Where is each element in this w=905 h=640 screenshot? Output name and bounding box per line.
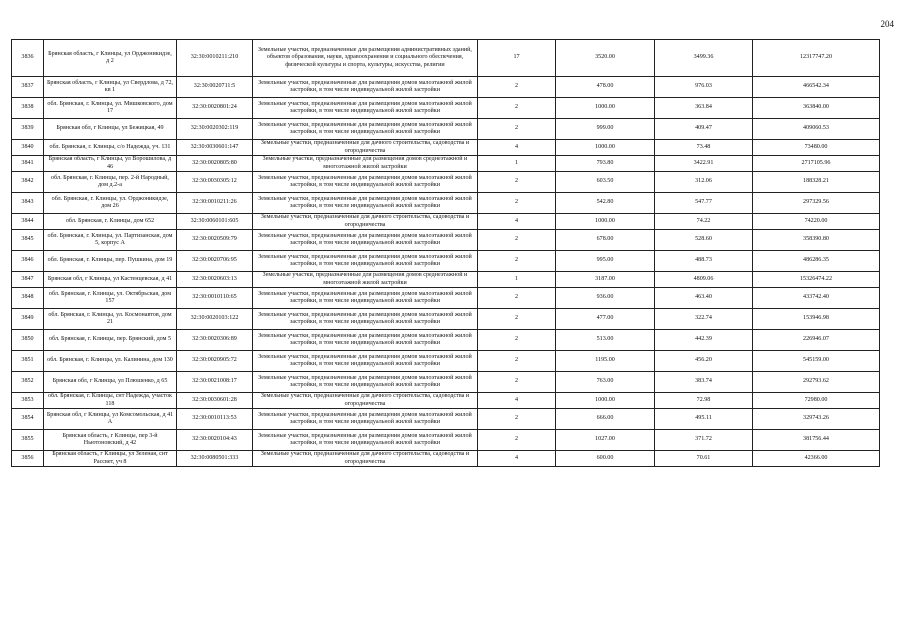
specific-value-cell: 547.77 <box>655 193 753 214</box>
cadastral-number-cell: 32:30:0020603:13 <box>177 272 253 288</box>
cadastral-number-cell: 32:30:0020801:24 <box>177 98 253 119</box>
land-use-cell: Земельные участки, предназначенные для дачного строительства, садоводства и огородничества <box>253 451 478 467</box>
table-body <box>12 40 880 467</box>
address-cell: обл. Брянская, г. Клинцы, снт Надежда, участок 118 <box>44 393 177 409</box>
group-cell: 2 <box>478 372 556 393</box>
land-use-cell: Земельные участки, предназначенные для размещения домов малоэтажной жилой застройки, в том числе индивидуальной жилой застройки <box>253 230 478 251</box>
address-cell: обл. Брянская, г. Клинцы, ул. Калинина, дом 130 <box>44 351 177 372</box>
specific-value-cell: 312.06 <box>655 172 753 193</box>
row-number-cell: 3839 <box>12 119 44 140</box>
land-use-cell: Земельные участки, предназначенные для размещения домов малоэтажной жилой застройки, в том числе индивидуальной жилой застройки <box>253 172 478 193</box>
area-cell: 1000.00 <box>556 393 655 409</box>
group-cell: 2 <box>478 351 556 372</box>
table-row <box>12 214 880 230</box>
area-cell: 995.00 <box>556 251 655 272</box>
table-row <box>12 119 880 140</box>
area-cell: 1027.00 <box>556 430 655 451</box>
row-number-cell: 3846 <box>12 251 44 272</box>
specific-value-cell: 72.98 <box>655 393 753 409</box>
table-row <box>12 288 880 309</box>
area-cell: 1000.00 <box>556 140 655 156</box>
address-cell: обл. Брянская, г. Клинцы, дом 652 <box>44 214 177 230</box>
cadastral-number-cell: 32:30:0010113:53 <box>177 409 253 430</box>
table-row <box>12 98 880 119</box>
specific-value-cell: 70.61 <box>655 451 753 467</box>
row-number-cell: 3856 <box>12 451 44 467</box>
table-row <box>12 451 880 467</box>
cadastral-value-cell: 74220.00 <box>753 214 880 230</box>
area-cell: 793.80 <box>556 156 655 172</box>
land-use-cell: Земельные участки, предназначенные для размещения домов малоэтажной жилой застройки, в том числе индивидуальной жилой застройки <box>253 98 478 119</box>
address-cell: Брянская обл, г Клинцы, ул Бежицкая, 49 <box>44 119 177 140</box>
area-cell: 678.00 <box>556 230 655 251</box>
specific-value-cell: 383.74 <box>655 372 753 393</box>
land-use-cell: Земельные участки, предназначенные для размещения административных зданий, объектов образования, науки, здравоохранения и социального обеспечения, физической культуры и спорта, культуры, искусства, религии <box>253 40 478 77</box>
specific-value-cell: 528.60 <box>655 230 753 251</box>
table-row <box>12 140 880 156</box>
table-row <box>12 393 880 409</box>
land-use-cell: Земельные участки, предназначенные для размещения домов малоэтажной жилой застройки, в том числе индивидуальной жилой застройки <box>253 251 478 272</box>
address-cell: обл. Брянская, г. Клинцы, пер. Брянский, дом 5 <box>44 330 177 351</box>
row-number-cell: 3841 <box>12 156 44 172</box>
specific-value-cell: 976.03 <box>655 77 753 98</box>
group-cell: 2 <box>478 172 556 193</box>
specific-value-cell: 495.11 <box>655 409 753 430</box>
land-use-cell: Земельные участки, предназначенные для размещения домов малоэтажной жилой застройки, в том числе индивидуальной жилой застройки <box>253 119 478 140</box>
specific-value-cell: 4809.06 <box>655 272 753 288</box>
table-row <box>12 409 880 430</box>
table-row <box>12 251 880 272</box>
cadastral-value-cell: 409060.53 <box>753 119 880 140</box>
address-cell: обл. Брянская, г. Клинцы, ул. Октябрьская, дом 157 <box>44 288 177 309</box>
specific-value-cell: 409.47 <box>655 119 753 140</box>
row-number-cell: 3855 <box>12 430 44 451</box>
group-cell: 2 <box>478 409 556 430</box>
address-cell: Брянская обл, г Клинцы, ул Комсомольская, д 41 А <box>44 409 177 430</box>
table-row <box>12 309 880 330</box>
area-cell: 513.00 <box>556 330 655 351</box>
cadastral-number-cell: 32:30:0020302:119 <box>177 119 253 140</box>
address-cell: обл. Брянская, г. Клинцы, пер. 2-й Народный, дом д.2-а <box>44 172 177 193</box>
land-use-cell: Земельные участки, предназначенные для размещения домов малоэтажной жилой застройки, в том числе индивидуальной жилой застройки <box>253 77 478 98</box>
area-cell: 666.00 <box>556 409 655 430</box>
land-use-cell: Земельные участки, предназначенные для дачного строительства, садоводства и огородничества <box>253 393 478 409</box>
cadastral-value-cell: 72980.00 <box>753 393 880 409</box>
address-cell: обл. Брянская, г. Клинцы, ул. Орджоникидзе, дом 26 <box>44 193 177 214</box>
cadastral-number-cell: 32:30:0020711:5 <box>177 77 253 98</box>
specific-value-cell: 3422.91 <box>655 156 753 172</box>
cadastral-value-cell: 486286.35 <box>753 251 880 272</box>
address-cell: Брянская обл, г Клинцы, ул Кастенцевская, д 41 <box>44 272 177 288</box>
group-cell: 2 <box>478 230 556 251</box>
address-cell: обл. Брянская, г. Клинцы, ул. Партизанская, дом 5, корпус А <box>44 230 177 251</box>
group-cell: 2 <box>478 193 556 214</box>
area-cell: 999.00 <box>556 119 655 140</box>
row-number-cell: 3837 <box>12 77 44 98</box>
row-number-cell: 3847 <box>12 272 44 288</box>
cadastral-number-cell: 32:30:0020905:72 <box>177 351 253 372</box>
group-cell: 4 <box>478 140 556 156</box>
area-cell: 936.00 <box>556 288 655 309</box>
specific-value-cell: 442.39 <box>655 330 753 351</box>
group-cell: 4 <box>478 214 556 230</box>
cadastral-value-cell: 433742.40 <box>753 288 880 309</box>
table-row <box>12 172 880 193</box>
group-cell: 2 <box>478 288 556 309</box>
table-row <box>12 351 880 372</box>
cadastral-value-cell: 153946.98 <box>753 309 880 330</box>
cadastral-number-cell: 32:30:0080501:333 <box>177 451 253 467</box>
area-cell: 1195.00 <box>556 351 655 372</box>
table-row <box>12 156 880 172</box>
cadastral-number-cell: 32:30:0020103:122 <box>177 309 253 330</box>
row-number-cell: 3849 <box>12 309 44 330</box>
table-row <box>12 330 880 351</box>
cadastral-value-cell: 42366.00 <box>753 451 880 467</box>
row-number-cell: 3838 <box>12 98 44 119</box>
row-number-cell: 3850 <box>12 330 44 351</box>
row-number-cell: 3851 <box>12 351 44 372</box>
address-cell: Брянская область, г Клинцы, ул Свердлова, д 72, кв 1 <box>44 77 177 98</box>
specific-value-cell: 371.72 <box>655 430 753 451</box>
cadastral-number-cell: 32:30:0020706:95 <box>177 251 253 272</box>
cadastral-value-cell: 466542.34 <box>753 77 880 98</box>
specific-value-cell: 456.20 <box>655 351 753 372</box>
cadastral-value-cell: 297329.56 <box>753 193 880 214</box>
group-cell: 2 <box>478 119 556 140</box>
group-cell: 2 <box>478 251 556 272</box>
row-number-cell: 3854 <box>12 409 44 430</box>
land-use-cell: Земельные участки, предназначенные для размещения домов малоэтажной жилой застройки, в том числе индивидуальной жилой застройки <box>253 288 478 309</box>
cadastral-number-cell: 32:30:0021008:17 <box>177 372 253 393</box>
land-use-cell: Земельные участки, предназначенные для размещения домов среднеэтажной и многоэтажной жилой застройки <box>253 272 478 288</box>
specific-value-cell: 3499.36 <box>655 40 753 77</box>
land-use-cell: Земельные участки, предназначенные для размещения домов малоэтажной жилой застройки, в том числе индивидуальной жилой застройки <box>253 372 478 393</box>
area-cell: 477.00 <box>556 309 655 330</box>
area-cell: 3187.00 <box>556 272 655 288</box>
specific-value-cell: 363.84 <box>655 98 753 119</box>
cadastral-number-cell: 32:30:0010110:65 <box>177 288 253 309</box>
address-cell: обл. Брянская, г. Клинцы, с/о Надежда, уч. 131 <box>44 140 177 156</box>
cadastral-value-cell: 358390.80 <box>753 230 880 251</box>
row-number-cell: 3844 <box>12 214 44 230</box>
table-row <box>12 230 880 251</box>
table-row <box>12 77 880 98</box>
cadastral-number-cell: 32:30:0020306:89 <box>177 330 253 351</box>
group-cell: 2 <box>478 77 556 98</box>
land-use-cell: Земельные участки, предназначенные для размещения домов малоэтажной жилой застройки, в том числе индивидуальной жилой застройки <box>253 193 478 214</box>
land-use-cell: Земельные участки, предназначенные для размещения домов малоэтажной жилой застройки, в том числе индивидуальной жилой застройки <box>253 430 478 451</box>
table-row <box>12 272 880 288</box>
land-use-cell: Земельные участки, предназначенные для размещения домов малоэтажной жилой застройки, в том числе индивидуальной жилой застройки <box>253 330 478 351</box>
row-number-cell: 3848 <box>12 288 44 309</box>
land-use-cell: Земельные участки, предназначенные для дачного строительства, садоводства и огородничества <box>253 214 478 230</box>
cadastral-number-cell: 32:30:0030601:147 <box>177 140 253 156</box>
group-cell: 4 <box>478 393 556 409</box>
cadastral-number-cell: 32:30:0020509:79 <box>177 230 253 251</box>
area-cell: 603.50 <box>556 172 655 193</box>
cadastral-value-cell: 188328.21 <box>753 172 880 193</box>
cadastral-number-cell: 32:30:0030601:28 <box>177 393 253 409</box>
table-row <box>12 430 880 451</box>
cadastral-number-cell: 32:30:0030305:12 <box>177 172 253 193</box>
group-cell: 1 <box>478 272 556 288</box>
address-cell: Брянская область, г Клинцы, ул Орджоникидзе, д 2 <box>44 40 177 77</box>
table-row <box>12 372 880 393</box>
cadastral-value-cell: 381756.44 <box>753 430 880 451</box>
area-cell: 600.00 <box>556 451 655 467</box>
land-use-cell: Земельные участки, предназначенные для размещения домов малоэтажной жилой застройки, в том числе индивидуальной жилой застройки <box>253 351 478 372</box>
group-cell: 2 <box>478 330 556 351</box>
cadastral-value-table <box>11 39 880 467</box>
page-number: 204 <box>880 19 894 29</box>
group-cell: 2 <box>478 430 556 451</box>
address-cell: обл. Брянская, г. Клинцы, ул. Мишковского, дом 17 <box>44 98 177 119</box>
table-row <box>12 193 880 214</box>
row-number-cell: 3840 <box>12 140 44 156</box>
specific-value-cell: 488.73 <box>655 251 753 272</box>
specific-value-cell: 73.48 <box>655 140 753 156</box>
specific-value-cell: 74.22 <box>655 214 753 230</box>
cadastral-value-cell: 545159.00 <box>753 351 880 372</box>
group-cell: 2 <box>478 98 556 119</box>
area-cell: 763.00 <box>556 372 655 393</box>
cadastral-value-cell: 15326474.22 <box>753 272 880 288</box>
group-cell: 4 <box>478 451 556 467</box>
address-cell: Брянская область, г Клинцы, пер 3-й Ньютоновский, д 42 <box>44 430 177 451</box>
specific-value-cell: 322.74 <box>655 309 753 330</box>
address-cell: Брянская обл, г Клинцы, ул Плюшенко, д 65 <box>44 372 177 393</box>
cadastral-value-cell: 12317747.20 <box>753 40 880 77</box>
area-cell: 542.80 <box>556 193 655 214</box>
row-number-cell: 3842 <box>12 172 44 193</box>
area-cell: 478.00 <box>556 77 655 98</box>
cadastral-value-cell: 73480.00 <box>753 140 880 156</box>
land-use-cell: Земельные участки, предназначенные для дачного строительства, садоводства и огородничества <box>253 140 478 156</box>
area-cell: 1000.00 <box>556 98 655 119</box>
row-number-cell: 3836 <box>12 40 44 77</box>
group-cell: 1 <box>478 156 556 172</box>
cadastral-value-cell: 363840.00 <box>753 98 880 119</box>
group-cell: 17 <box>478 40 556 77</box>
cadastral-value-cell: 329743.26 <box>753 409 880 430</box>
address-cell: Брянская область, г Клинцы, ул Ворошилова, д 46 <box>44 156 177 172</box>
cadastral-number-cell: 32:30:0020104:43 <box>177 430 253 451</box>
row-number-cell: 3853 <box>12 393 44 409</box>
table-row <box>12 40 880 77</box>
row-number-cell: 3852 <box>12 372 44 393</box>
land-use-cell: Земельные участки, предназначенные для размещения домов малоэтажной жилой застройки, в том числе индивидуальной жилой застройки <box>253 409 478 430</box>
land-use-cell: Земельные участки, предназначенные для размещения домов малоэтажной жилой застройки, в том числе индивидуальной жилой застройки <box>253 309 478 330</box>
address-cell: Брянская область, г Клинцы, ул Зеленая, снт Рассвет, уч 8 <box>44 451 177 467</box>
cadastral-value-cell: 2717105.96 <box>753 156 880 172</box>
specific-value-cell: 463.40 <box>655 288 753 309</box>
cadastral-value-cell: 292793.62 <box>753 372 880 393</box>
address-cell: обл. Брянская, г. Клинцы, пер. Пушкина, дом 19 <box>44 251 177 272</box>
cadastral-number-cell: 32:30:0020805:80 <box>177 156 253 172</box>
cadastral-number-cell: 32:30:0010211:26 <box>177 193 253 214</box>
area-cell: 3520.00 <box>556 40 655 77</box>
group-cell: 2 <box>478 309 556 330</box>
row-number-cell: 3845 <box>12 230 44 251</box>
cadastral-value-cell: 226946.07 <box>753 330 880 351</box>
land-use-cell: Земельные участки, предназначенные для размещения домов среднеэтажной и многоэтажной жилой застройки <box>253 156 478 172</box>
cadastral-number-cell: 32:30:0010211:210 <box>177 40 253 77</box>
area-cell: 1000.00 <box>556 214 655 230</box>
address-cell: обл. Брянская, г. Клинцы, ул. Космонавтов, дом 21 <box>44 309 177 330</box>
cadastral-number-cell: 32:30:0060101:605 <box>177 214 253 230</box>
row-number-cell: 3843 <box>12 193 44 214</box>
